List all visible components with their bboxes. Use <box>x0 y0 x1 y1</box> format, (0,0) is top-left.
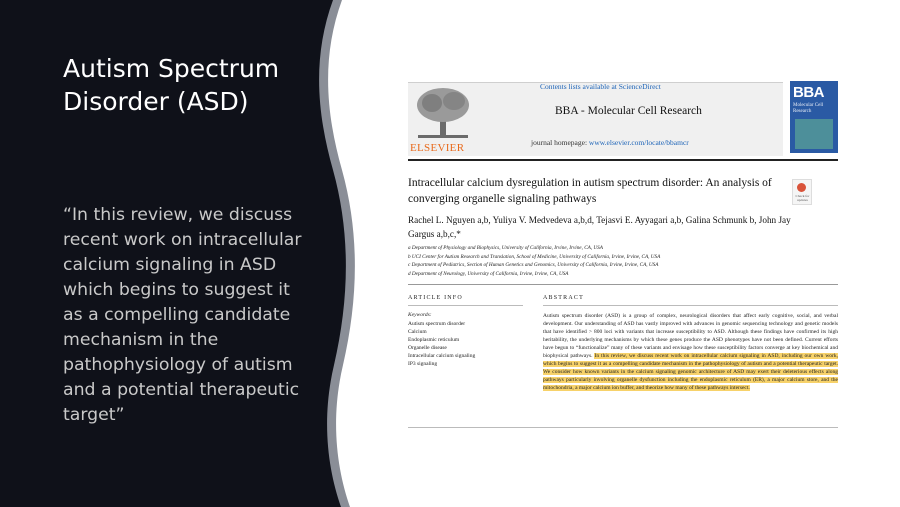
contents-line <box>540 82 661 91</box>
affiliation-item: b UCI Center for Autism Research and Translation, School of Medicine, University of California, Irvine, Irvine, CA, USA <box>408 253 661 260</box>
keywords-list <box>408 320 475 368</box>
abstract-highlighted-text: In this review, we discuss recent work on intracellular calcium signaling in ASD, including our own work, which begins to suggest it as a compelling candidate mechanism in the pathophysiology of autism and a potential therapeutic target. We consider how known variants in the calcium signaling genomic architecture of ASD may exert their deleterious effects along pathways particularly involving organelle dysfunction including the endoplasmic reticulum (ER), a major calcium store, and the mitochondria, a major calcium ion buffer, and theorize how many of these pathways intersect. <box>543 353 838 392</box>
sciencedirect-link[interactable]: ScienceDirect <box>618 82 661 91</box>
abstract-plain-text: Autism spectrum disorder (ASD) is a group of complex, neurological disorders that affect early cognitive, social, and verbal development. Our understanding of ASD has vastly improved with advances in genomic sequencing technology and genetic models that have identified > 800 loci with variants that increase susceptibility to ASD. Although these findings have confirmed its high heritability, the underlying mechanisms by which these genes produce the ASD phenotypes have not been defined. Current efforts have begun to “functionalize” many of these variants and envisage how these susceptibility factors converge at key biochemical and biophysical pathways. <box>543 313 838 360</box>
affiliation-item: a Department of Physiology and Biophysics, University of California, Irvine, Irvine, CA, USA <box>408 245 603 251</box>
section-rule <box>408 284 838 285</box>
slide-title: Autism Spectrum Disorder (ASD) <box>63 54 280 116</box>
affiliations <box>408 244 828 278</box>
cover-image <box>795 119 833 149</box>
keyword-item: Autism spectrum disorder <box>408 321 466 327</box>
dark-title-panel <box>0 0 360 507</box>
contents-prefix: Contents lists available at <box>540 82 617 91</box>
keyword-item: Organelle disease <box>408 345 447 351</box>
cover-subtitle: Molecular Cell Research <box>793 103 824 114</box>
elsevier-tree-icon <box>414 85 472 140</box>
keywords-heading: Keywords: <box>408 312 432 318</box>
affiliation-item: d Department of Neurology, University of California, Irvine, Irvine, CA, USA <box>408 270 569 277</box>
check-updates-badge[interactable] <box>792 179 812 205</box>
publisher-logo-text: ELSEVIER <box>410 142 465 154</box>
keyword-item: Calcium <box>408 329 427 335</box>
homepage-prefix: journal homepage: <box>531 138 588 147</box>
paper-title: Intracellular calcium dysregulation in autism spectrum disorder: An analysis of converging organelle signaling pathways <box>408 177 772 205</box>
paper-screenshot <box>398 76 841 432</box>
journal-name: BBA - Molecular Cell Research <box>555 105 702 117</box>
homepage-link[interactable]: www.elsevier.com/locate/bbamcr <box>588 138 689 147</box>
keyword-item: IP3 signaling <box>408 361 438 367</box>
homepage-line <box>531 138 689 147</box>
bottom-rule <box>408 427 838 428</box>
keyword-item: Endoplasmic reticulum <box>408 337 460 343</box>
author-list: Rachel L. Nguyen a,b, Yuliya V. Medvedeva a,b,d, Tejasvi E. Ayyagari a,b, Galina Schmunk b, John Jay Gargus a,b,c,* <box>408 215 791 239</box>
abstract-rule <box>543 305 838 306</box>
affiliation-item: c Department of Pediatrics, Section of Human Genetics and Genomics, University of California, Irvine, Irvine, CA, USA <box>408 262 659 268</box>
check-updates-icon <box>797 183 806 192</box>
cover-label: BBA <box>793 84 824 101</box>
header-rule <box>408 159 838 161</box>
keyword-item: Intracellular calcium signaling <box>408 353 476 359</box>
abstract-body <box>543 312 838 392</box>
slide-quote: “In this review, we discuss recent work on intracellular calcium signaling in ASD which begins to suggest it as a compelling candidate mechanism in the pathophysiology of autism and a potential therapeutic target” <box>63 205 302 425</box>
journal-header <box>408 82 783 156</box>
article-info-heading: ARTICLE INFO <box>408 295 463 301</box>
abstract-heading: ABSTRACT <box>543 295 584 301</box>
check-updates-label: Check for updates <box>795 194 810 202</box>
article-info-rule <box>408 305 523 306</box>
journal-cover <box>790 81 838 153</box>
